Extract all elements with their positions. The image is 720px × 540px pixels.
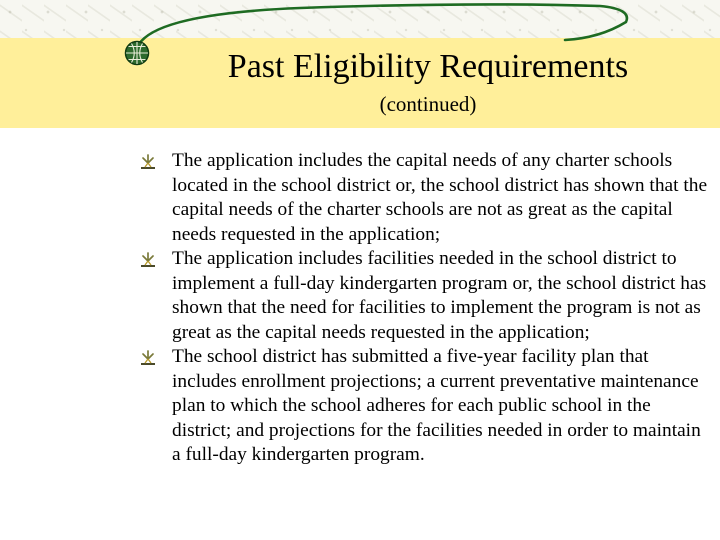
bullet-item-2	[172, 247, 712, 345]
bullet-text-2: The application includes facilities needed in the school district to implement a full-day kindergarten program or, the school district has shown that the need for facilities to implement the program is not as great as the capital needs requested in the application;	[172, 248, 707, 343]
star-bullet-icon	[140, 154, 156, 170]
bullet-list	[172, 149, 712, 468]
globe-icon	[124, 40, 150, 66]
slide-subtitle: (continued)	[379, 92, 477, 116]
bullet-item-3	[172, 345, 712, 468]
bullet-item-1	[172, 149, 712, 247]
slide-title: Past Eligibility Requirements	[227, 48, 629, 85]
bullet-text-3: The school district has submitted a five-year facility plan that includes enrollment projections; a current preventative maintenance plan to which the school adheres for each public school in the district; and projections for the facilities needed in order to maintain a full-day kindergarten program.	[172, 346, 701, 465]
bullet-text-1: The application includes the capital needs of any charter schools located in the school district or, the school district has shown that the capital needs of the charter schools are not as great as the capital needs requested in the application;	[172, 150, 708, 245]
star-bullet-icon	[140, 252, 156, 268]
star-bullet-icon	[140, 350, 156, 366]
